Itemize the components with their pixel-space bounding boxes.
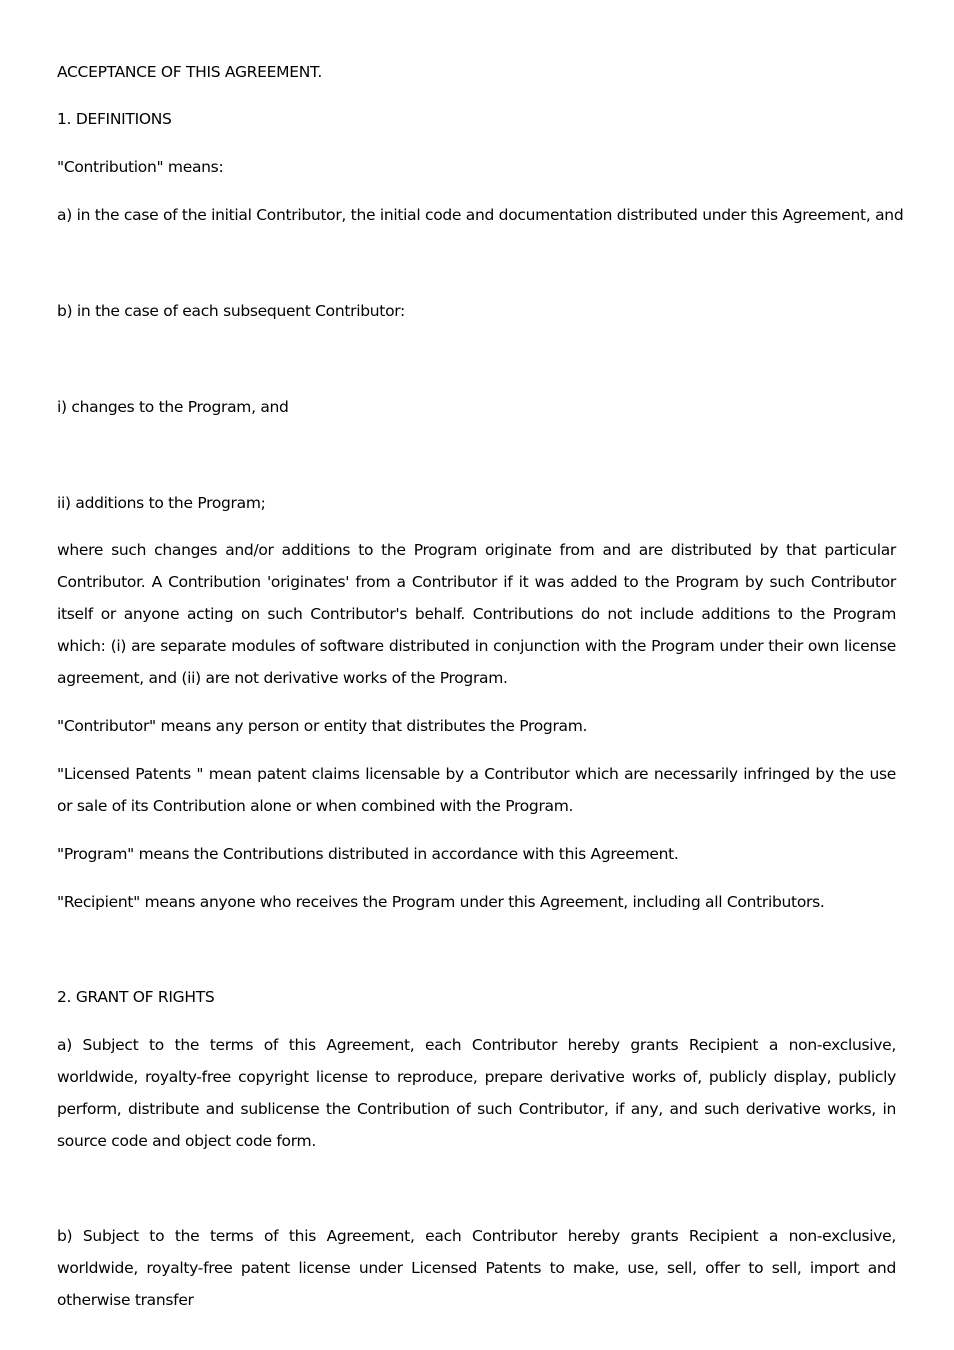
acceptance-line: ACCEPTANCE OF THIS AGREEMENT. — [57, 63, 322, 81]
originates-paragraph: where such changes and/or additions to the Program originate from and are distributed by that particular Contributor. A Contribution 'originates' from a Contributor if it was added to the Program by such Contributor itself or anyone acting on such Contributor's behalf. Contributions do not include additions to the Program which: (i) are separate modules of software distributed in conjunction with the Program under their own license agreement, and (ii) are not derivative works of the Program. — [57, 541, 896, 687]
program-definition: "Program" means the Contributions distributed in accordance with this Agreement. — [57, 845, 679, 863]
contributor-definition: "Contributor" means any person or entity that distributes the Program. — [57, 717, 588, 735]
definition-item-i: i) changes to the Program, and — [57, 398, 289, 416]
grant-patent-paragraph: b) Subject to the terms of this Agreement, each Contributor hereby grants Recipient a non-exclusive, worldwide, royalty-free patent license under Licensed Patents to make, use, sell, offer to sell, import and otherwise transfer — [57, 1227, 896, 1309]
section-heading-grant-of-rights: 2. GRANT OF RIGHTS — [57, 988, 215, 1006]
licensed-patents-definition: "Licensed Patents " mean patent claims licensable by a Contributor which are necessarily infringed by the use or sale of its Contribution alone or when combined with the Program. — [57, 765, 896, 815]
contribution-means-line: "Contribution" means: — [57, 158, 224, 176]
definition-item-ii: ii) additions to the Program; — [57, 494, 266, 512]
definition-item-a: a) in the case of the initial Contributor, the initial code and documentation distributed under this Agreement, and — [57, 206, 904, 224]
definition-item-b: b) in the case of each subsequent Contributor: — [57, 302, 405, 320]
recipient-definition: "Recipient" means anyone who receives the Program under this Agreement, including all Contributors. — [57, 893, 825, 911]
grant-copyright-paragraph: a) Subject to the terms of this Agreement, each Contributor hereby grants Recipient a non-exclusive, worldwide, royalty-free copyright license to reproduce, prepare derivative works of, publicly display, publicly perform, distribute and sublicense the Contribution of such Contributor, if any, and such derivative works, in source code and object code form. — [57, 1036, 896, 1150]
section-heading-definitions: 1. DEFINITIONS — [57, 110, 172, 128]
